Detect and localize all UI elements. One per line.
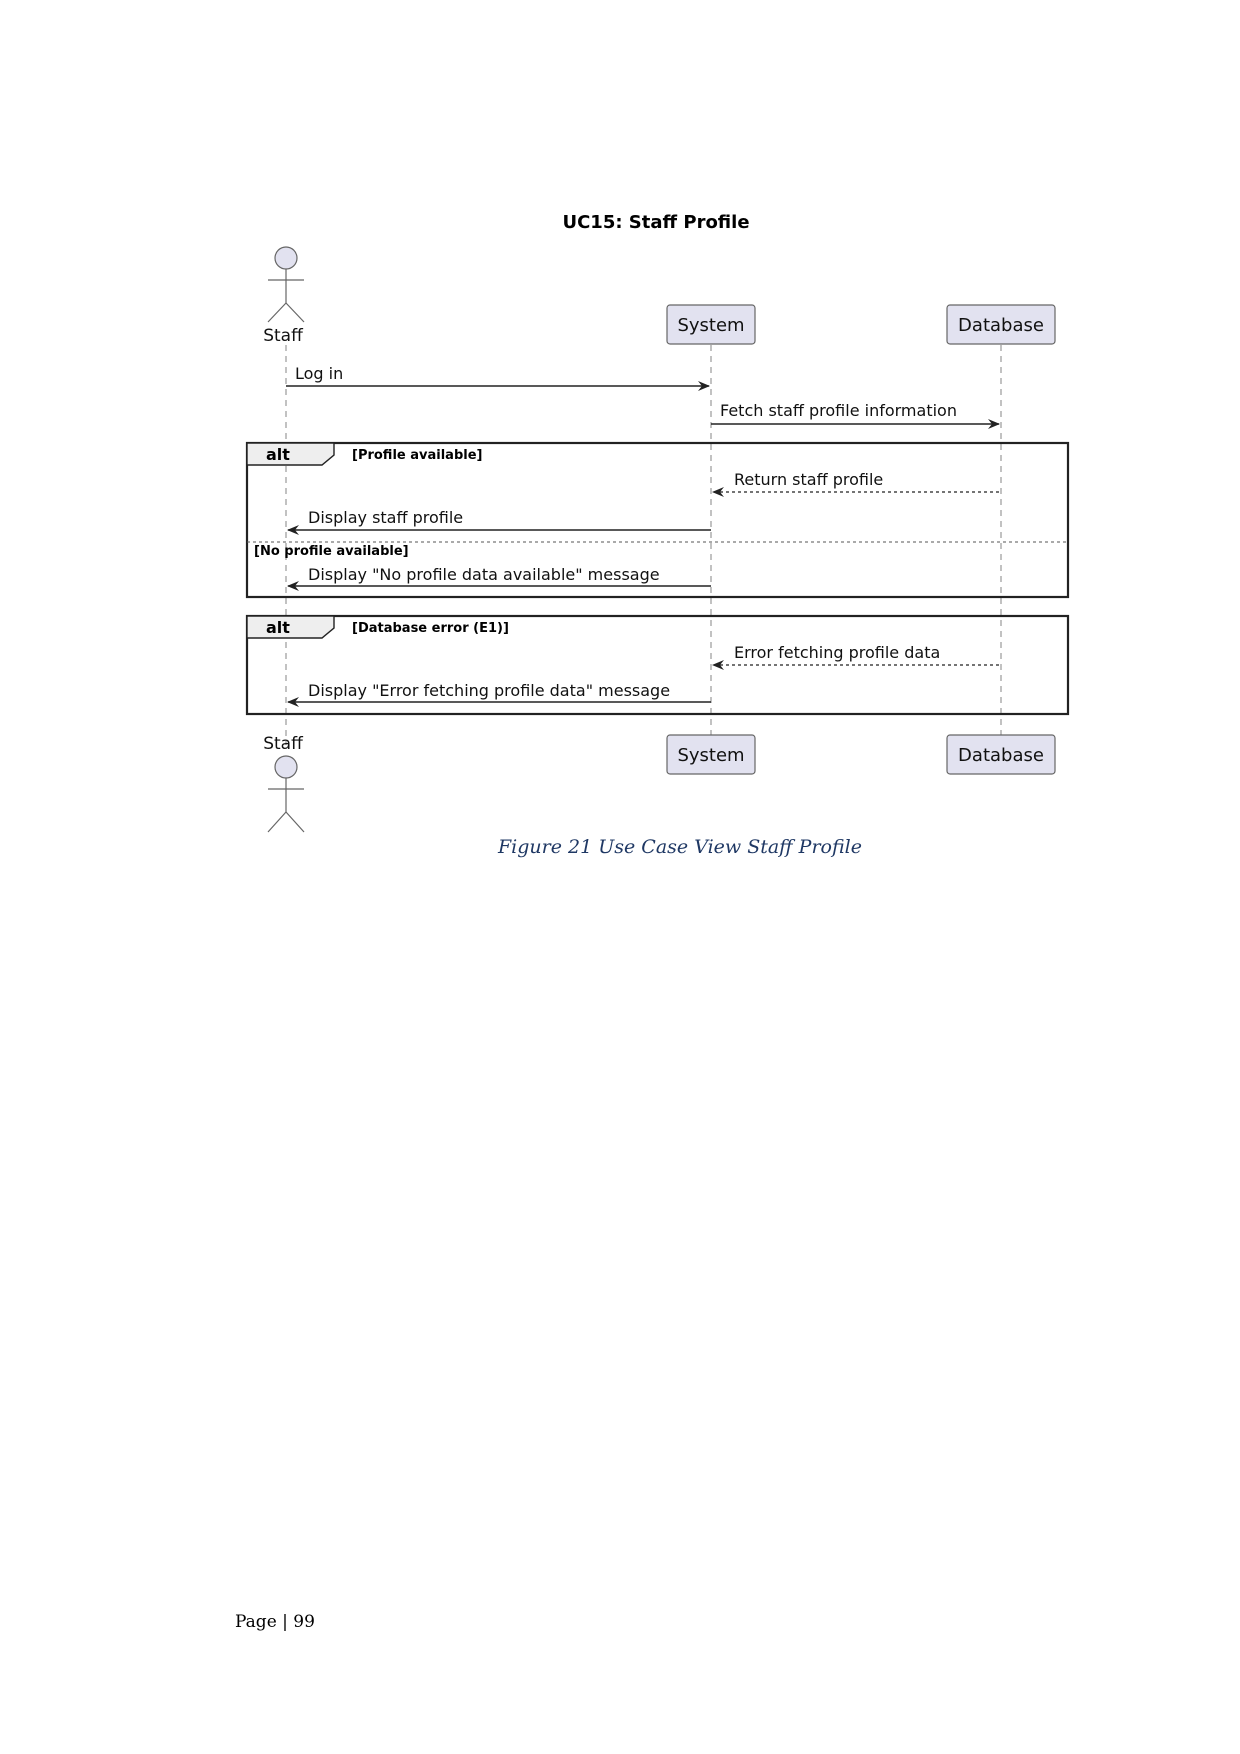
database-label-top: Database	[958, 315, 1044, 336]
fetch-message: Fetch staff profile information	[720, 401, 957, 420]
alt2-operator: alt	[266, 618, 290, 637]
alt1-operator: alt	[266, 445, 290, 464]
database-label-bottom: Database	[958, 745, 1044, 766]
system-label-top: System	[677, 315, 745, 336]
return-profile-message: Return staff profile	[734, 470, 884, 489]
alt2-guard: [Database error (E1)]	[352, 621, 509, 636]
diagram-title: UC15: Staff Profile	[562, 212, 750, 233]
staff-actor-icon-top	[268, 247, 304, 322]
display-profile-message: Display staff profile	[308, 508, 464, 527]
log-in-message: Log in	[295, 364, 344, 383]
page-number: Page | 99	[235, 1612, 315, 1632]
staff-label-bottom: Staff	[263, 734, 303, 754]
display-error-message: Display "Error fetching profile data" message	[308, 681, 671, 700]
figure-caption: Figure 21 Use Case View Staff Profile	[498, 836, 862, 858]
system-label-bottom: System	[677, 745, 745, 766]
alt1-guard: [Profile available]	[352, 448, 483, 463]
staff-label-top: Staff	[263, 326, 303, 346]
alt1-else-guard: [No profile available]	[254, 544, 409, 559]
display-no-profile-message: Display "No profile data available" message	[308, 565, 660, 584]
staff-actor-icon-bottom	[268, 756, 304, 832]
error-fetching-message: Error fetching profile data	[734, 643, 941, 662]
